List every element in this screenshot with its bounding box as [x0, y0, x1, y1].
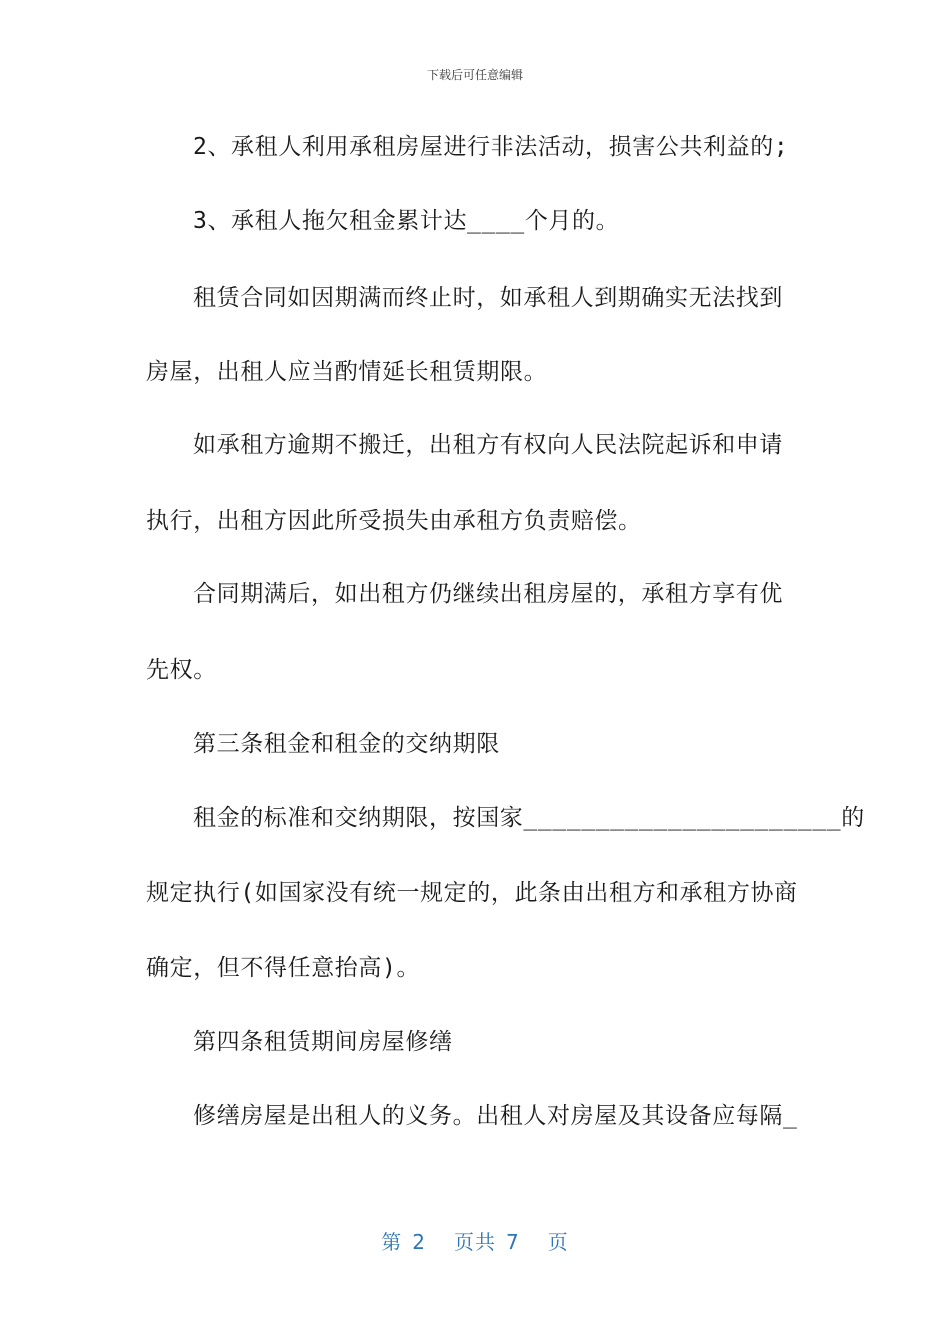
paragraph-line: 规定执行(如国家没有统一规定的，此条由出租方和承租方协商 [146, 880, 798, 906]
paragraph-line: 如承租方逾期不搬迁，出租方有权向人民法院起诉和申请 [193, 432, 783, 458]
paragraph-line: 房屋，出租人应当酌情延长租赁期限。 [146, 359, 548, 385]
paragraph-line: 3、承租人拖欠租金累计达____个月的。 [193, 208, 620, 234]
section-heading: 第四条租赁期间房屋修缮 [193, 1029, 453, 1055]
footer-page-suffix: 页 [547, 1230, 569, 1254]
paragraph-line: 租金的标准和交纳期限，按国家______________________的 [193, 805, 865, 831]
footer-total-label: 页共 [454, 1230, 496, 1254]
paragraph-line: 合同期满后，如出租方仍继续出租房屋的，承租方享有优 [193, 581, 783, 607]
paragraph-line: 确定，但不得任意抬高)。 [146, 955, 421, 981]
paragraph-line: 执行，出租方因此所受损失由承租方负责赔偿。 [146, 508, 642, 534]
footer-total-pages: 7 [506, 1230, 520, 1254]
page-header: 下载后可任意编辑 [426, 68, 523, 82]
page-footer [0, 1226, 950, 1255]
paragraph-line: 修缮房屋是出租人的义务。出租人对房屋及其设备应每隔_ [193, 1103, 798, 1129]
footer-page-label: 第 [381, 1230, 403, 1254]
section-heading: 第三条租金和租金的交纳期限 [193, 731, 500, 757]
paragraph-line: 2、承租人利用承租房屋进行非法活动，损害公共利益的; [193, 134, 789, 160]
paragraph-line: 租赁合同如因期满而终止时，如承租人到期确实无法找到 [193, 285, 783, 311]
paragraph-line: 先权。 [146, 657, 217, 683]
footer-page-number: 2 [412, 1230, 426, 1254]
